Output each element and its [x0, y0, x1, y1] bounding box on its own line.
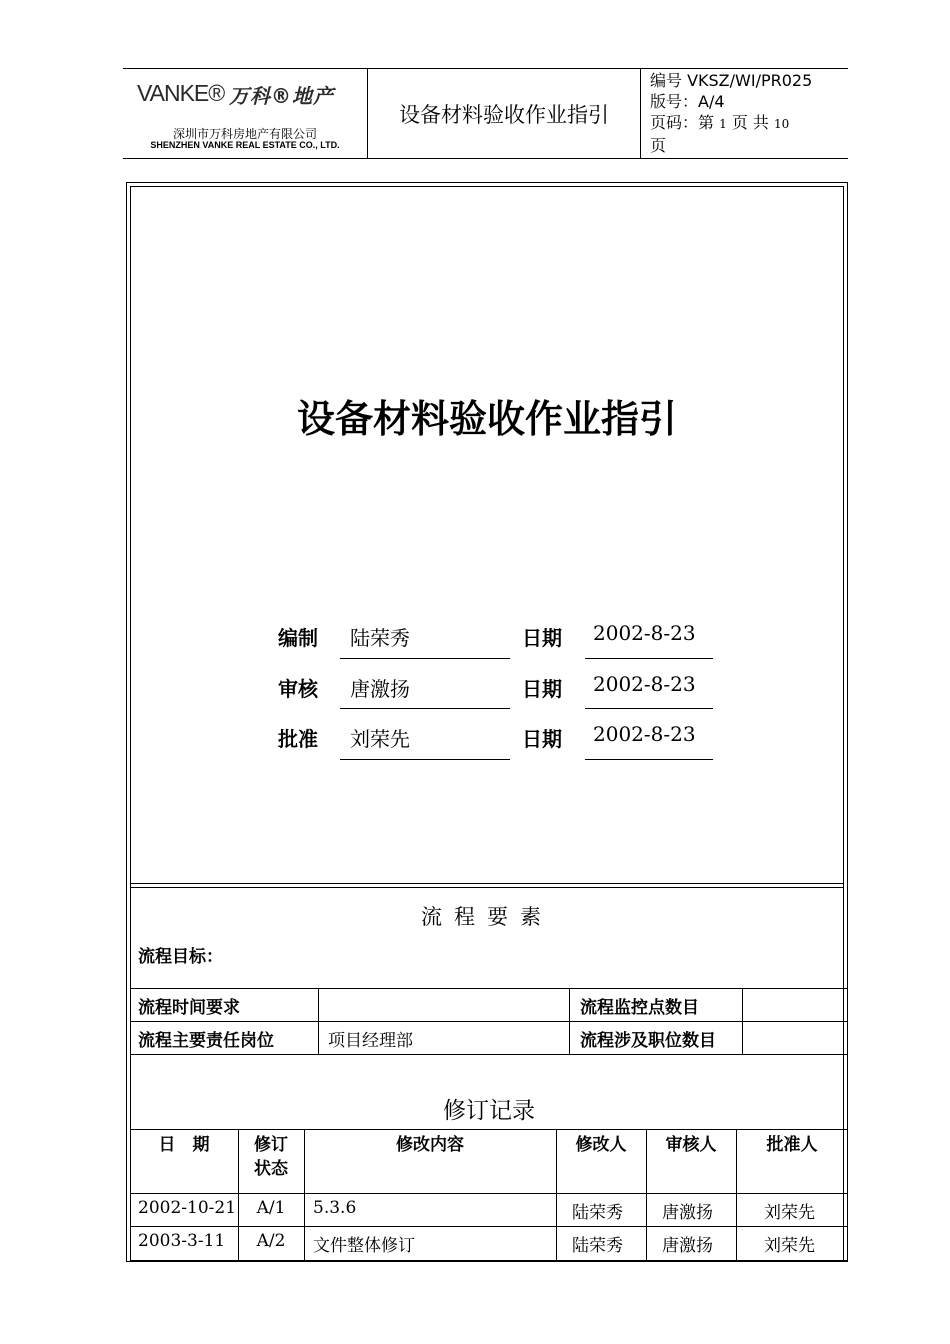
rev-cell-reviewer: 唐激扬 [662, 1203, 713, 1223]
sig-label-review: 审核 [278, 677, 318, 701]
table-rule [130, 988, 848, 989]
sig-line [585, 759, 713, 760]
rev-cell-modifier: 陆荣秀 [572, 1203, 623, 1223]
process-goal-label: 流程目标： [138, 947, 223, 967]
logo-cn-text: 万科®地产 [229, 84, 334, 108]
page-header [123, 68, 848, 159]
section-separator [130, 887, 844, 888]
process-table [130, 988, 848, 1055]
page-mid: 页 共 [731, 113, 769, 132]
col-header-status-line2: 状态 [254, 1159, 288, 1179]
time-req-label: 流程时间要求 [138, 998, 240, 1018]
rev-cell-content: 文件整体修订 [313, 1236, 415, 1256]
col-header-date: 日 期 [158, 1135, 210, 1155]
rev-cell-date: 2002-10-21 [138, 1198, 237, 1218]
header-doc-info [650, 70, 850, 156]
sig-date-approve: 2002-8-23 [593, 722, 696, 746]
logo-en-text: VANKE® [137, 80, 225, 106]
sig-date-review: 2002-8-23 [593, 672, 696, 696]
page-total: 10 [774, 117, 790, 131]
company-name-cn: 深圳市万科房地产有限公司 [172, 127, 317, 141]
table-rule [318, 988, 319, 1055]
rev-cell-status: A/1 [256, 1198, 286, 1218]
rev-cell-reviewer: 唐激扬 [662, 1236, 713, 1256]
table-rule [130, 1054, 848, 1055]
doc-version: 版号：A/4 [650, 92, 725, 111]
col-header-status [238, 1133, 304, 1181]
sig-line [585, 708, 713, 709]
rev-cell-date: 2003-3-11 [138, 1231, 226, 1251]
table-rule [130, 1021, 848, 1022]
revision-table [130, 1129, 848, 1261]
revision-record-title: 修订记录 [443, 1098, 535, 1124]
col-header-content: 修改内容 [396, 1135, 464, 1155]
doc-code: 编号 VKSZ/WI/PR025 [650, 71, 813, 90]
header-divider [640, 68, 641, 159]
process-section-title: 流程要素 [421, 905, 553, 929]
sig-name-review: 唐激扬 [350, 677, 410, 701]
sig-label-compile: 编制 [278, 626, 318, 650]
page-number: 1 [719, 117, 727, 131]
col-header-modifier: 修改人 [575, 1135, 627, 1155]
col-header-approver: 批准人 [766, 1135, 818, 1155]
section-separator [130, 883, 844, 884]
rev-cell-status: A/2 [256, 1231, 286, 1251]
sig-name-approve: 刘荣先 [350, 727, 410, 751]
table-rule [569, 988, 570, 1055]
sig-line [340, 759, 510, 760]
rev-cell-modifier: 陆荣秀 [572, 1236, 623, 1256]
positions-label: 流程涉及职位数目 [580, 1031, 716, 1051]
owner-value: 项目经理部 [328, 1031, 413, 1051]
rev-cell-content: 5.3.6 [313, 1198, 357, 1218]
sig-date-label: 日期 [522, 727, 562, 751]
col-header-status-line1: 修订 [254, 1135, 288, 1155]
rev-cell-approver: 刘荣先 [764, 1236, 815, 1256]
col-header-reviewer: 审核人 [665, 1135, 717, 1155]
sig-name-compile: 陆荣秀 [350, 626, 410, 650]
page-prefix: 页码：第 [650, 113, 715, 132]
vanke-logo [137, 80, 357, 110]
sig-line [340, 658, 510, 659]
sig-line [340, 708, 510, 709]
table-rule [742, 988, 743, 1055]
page-counter [650, 112, 850, 135]
company-name-en: SHENZHEN VANKE REAL ESTATE CO., LTD. [150, 140, 340, 150]
sig-label-approve: 批准 [278, 727, 318, 751]
sig-date-label: 日期 [522, 626, 562, 650]
monitor-points-label: 流程监控点数目 [580, 998, 699, 1018]
header-title: 设备材料验收作业指引 [399, 102, 609, 127]
sig-line [585, 658, 713, 659]
document-title: 设备材料验收作业指引 [296, 397, 677, 441]
page-suffix: 页 [650, 136, 667, 155]
sig-date-compile: 2002-8-23 [593, 621, 696, 645]
owner-label: 流程主要责任岗位 [138, 1031, 274, 1051]
rev-cell-approver: 刘荣先 [764, 1203, 815, 1223]
sig-date-label: 日期 [522, 677, 562, 701]
